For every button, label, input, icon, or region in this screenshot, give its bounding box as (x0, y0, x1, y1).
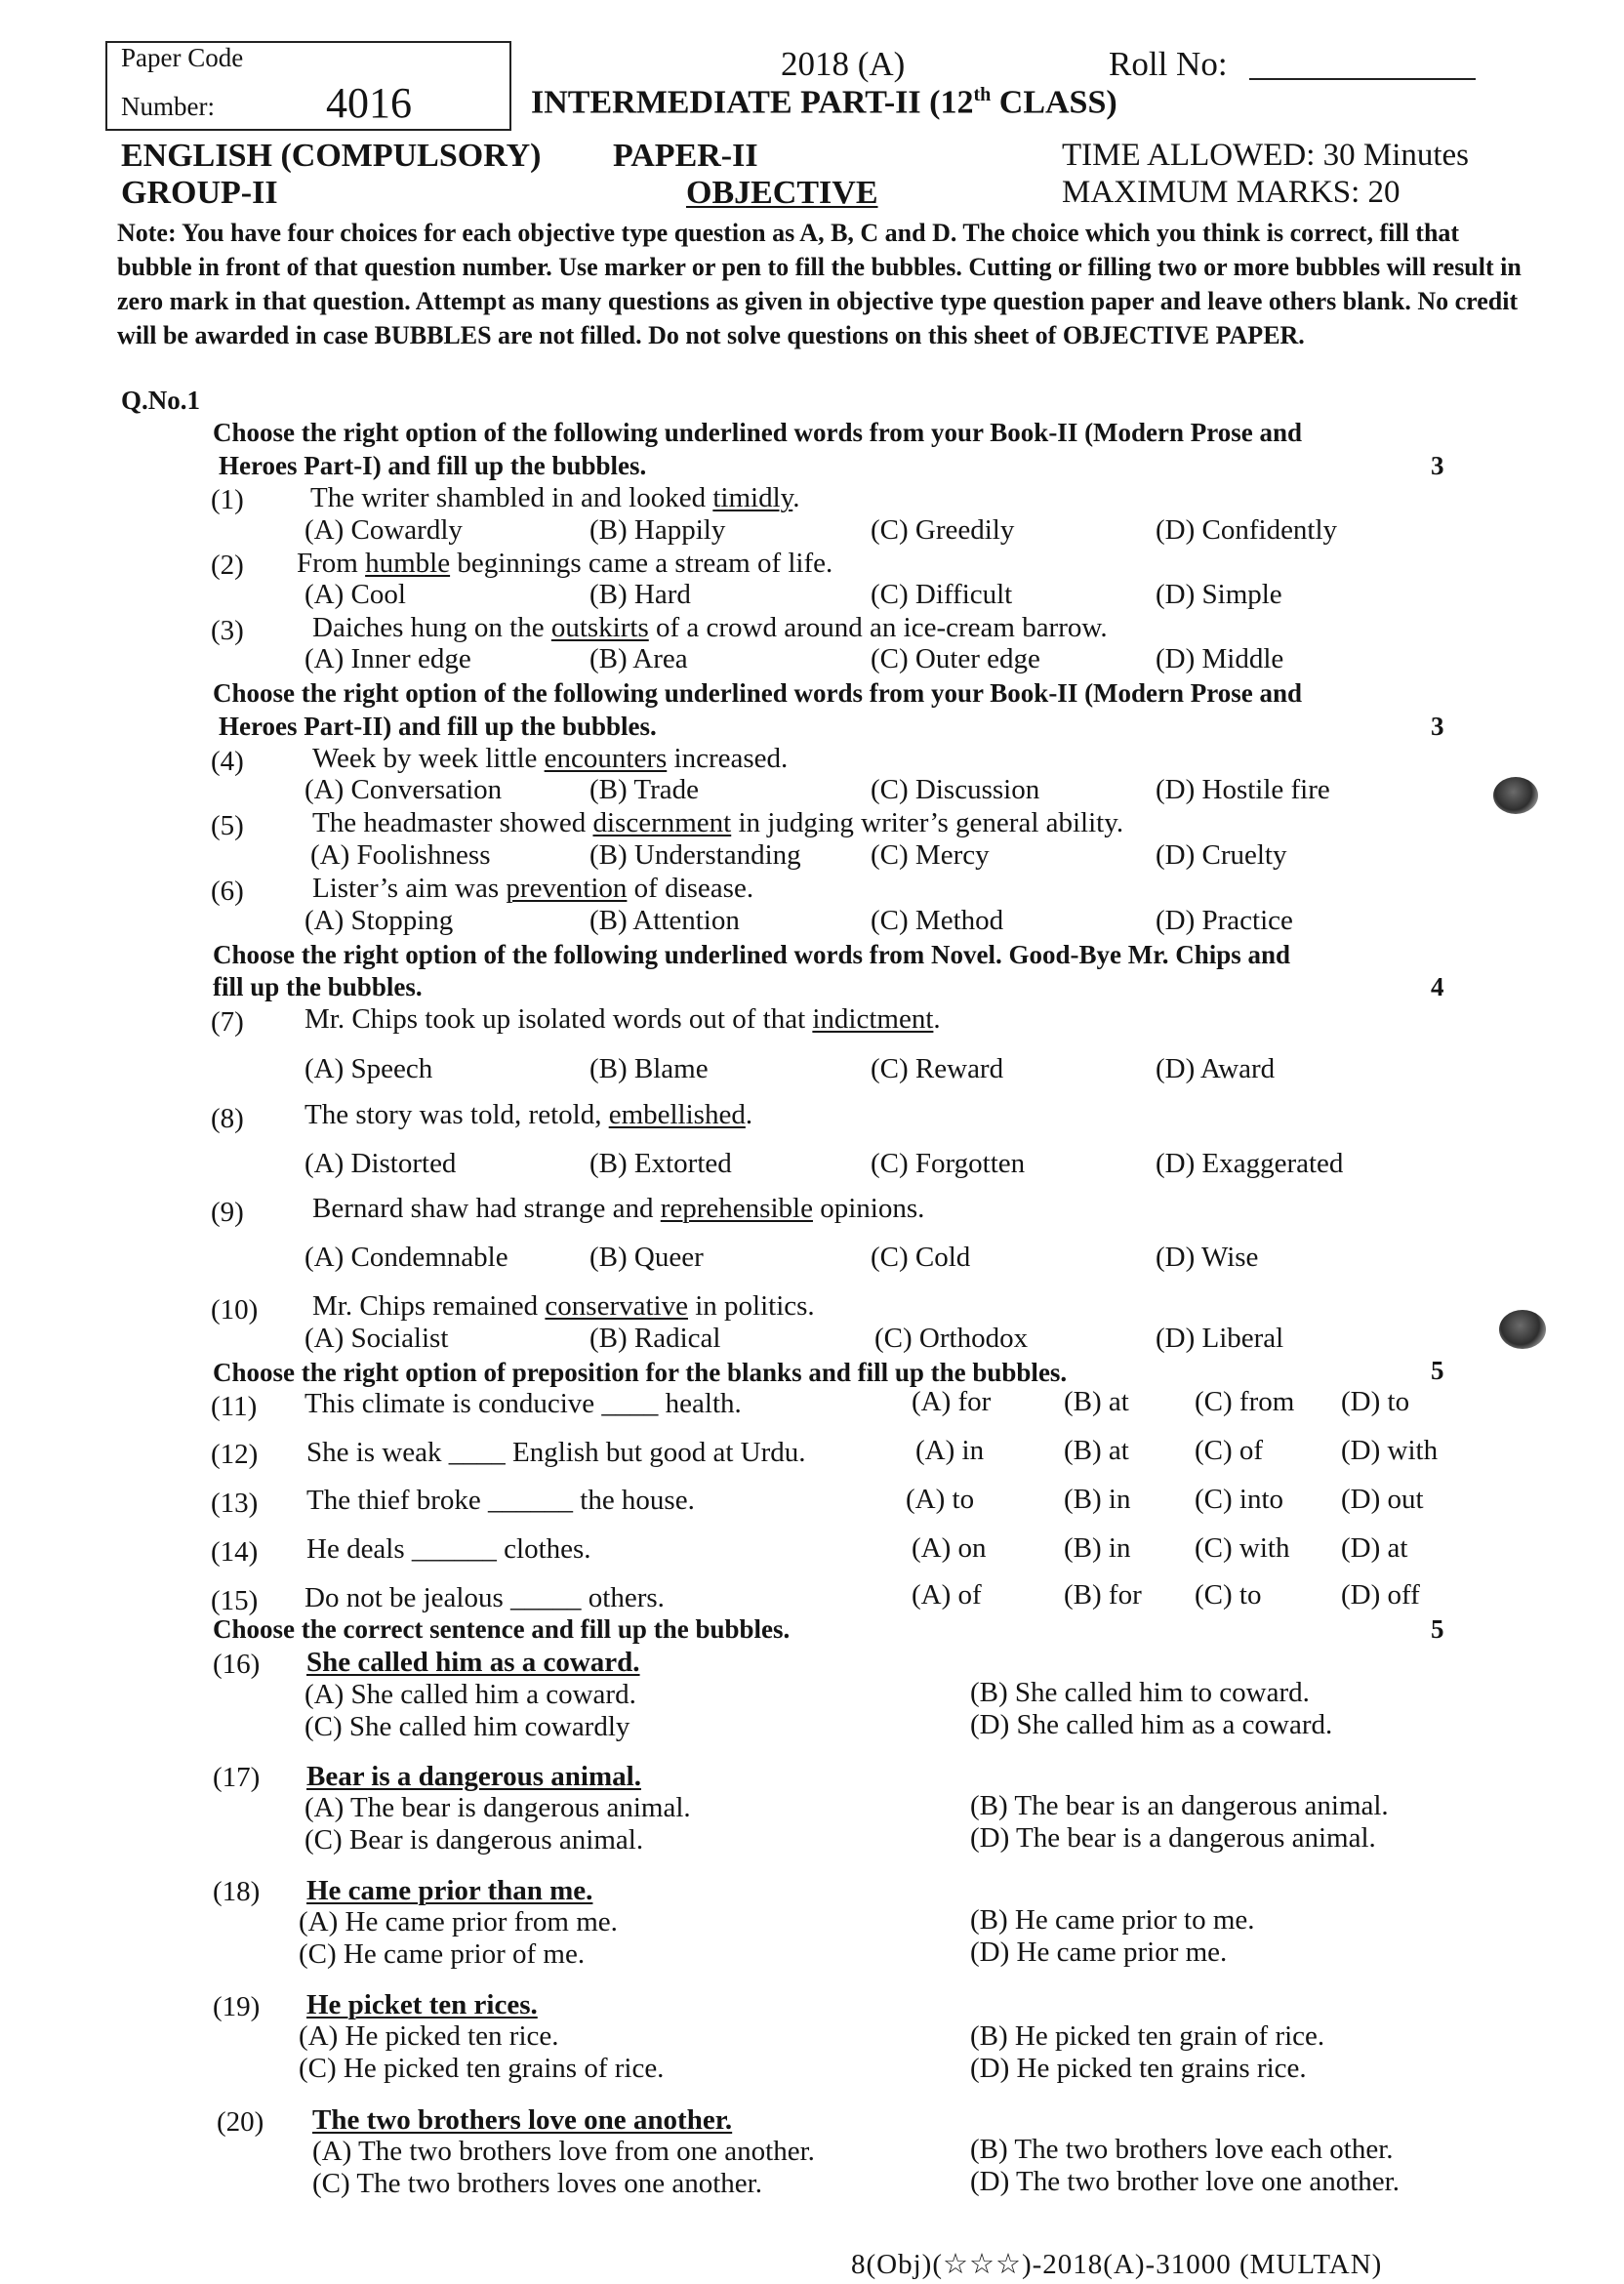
q9-option-a[interactable]: (A) Condemnable (304, 1242, 508, 1273)
q20-number: (20) (217, 2106, 264, 2138)
q13-option-b[interactable]: (B) in (1064, 1484, 1131, 1515)
section-4-marks: 5 (1431, 1356, 1444, 1385)
q5-option-b[interactable]: (B) Understanding (589, 839, 801, 871)
section-1-instruction-cont: Heroes Part-I) and fill up the bubbles. (219, 451, 647, 480)
q6-option-c[interactable]: (C) Method (871, 905, 1004, 936)
q19-number: (19) (213, 1991, 261, 2022)
q16-option-c[interactable]: (C) She called him cowardly (304, 1711, 630, 1742)
q5-option-a[interactable]: (A) Foolishness (310, 839, 491, 871)
q5-number: (5) (211, 810, 244, 841)
time-allowed: TIME ALLOWED: 30 Minutes (1062, 138, 1470, 173)
q20-stem: The two brothers love one another. (312, 2104, 733, 2136)
q17-option-b[interactable]: (B) The bear is an dangerous animal. (970, 1790, 1389, 1821)
q9-option-d[interactable]: (D) Wise (1156, 1242, 1259, 1273)
q4-number: (4) (211, 746, 244, 777)
q15-option-a[interactable]: (A) of (912, 1579, 982, 1611)
q3-option-d[interactable]: (D) Middle (1156, 643, 1284, 674)
q13-option-a[interactable]: (A) to (906, 1484, 975, 1515)
q1-number: (1) (211, 484, 244, 515)
q9-stem: Bernard shaw had strange and reprehensible opinions. (312, 1193, 925, 1224)
q20-option-d[interactable]: (D) The two brother love one another. (970, 2166, 1400, 2197)
q7-option-c[interactable]: (C) Reward (871, 1053, 1004, 1084)
q17-stem: Bear is a dangerous animal. (306, 1761, 641, 1792)
q2-stem: From humble beginnings came a stream of life. (297, 548, 833, 579)
q14-option-a[interactable]: (A) on (912, 1532, 987, 1564)
q18-option-b[interactable]: (B) He came prior to me. (970, 1904, 1255, 1936)
q7-option-a[interactable]: (A) Speech (304, 1053, 433, 1084)
subject-title: ENGLISH (COMPULSORY) (121, 138, 542, 174)
q17-option-a[interactable]: (A) The bear is dangerous animal. (304, 1792, 691, 1823)
q13-option-c[interactable]: (C) into (1195, 1484, 1284, 1515)
section-2-instruction: Choose the right option of the following underlined words from your Book-II (Modern Prose and (213, 678, 1303, 708)
q14-option-d[interactable]: (D) at (1341, 1532, 1408, 1564)
q10-option-a[interactable]: (A) Socialist (304, 1323, 449, 1354)
q1-option-b[interactable]: (B) Happily (589, 514, 726, 546)
section-3-instruction-cont: fill up the bubbles. (213, 972, 423, 1001)
q3-option-c[interactable]: (C) Outer edge (871, 643, 1040, 674)
question-number-label: Q.No.1 (121, 386, 200, 415)
q9-option-c[interactable]: (C) Cold (871, 1242, 971, 1273)
section-4-instruction: Choose the right option of preposition for the blanks and fill up the bubbles. (213, 1358, 1068, 1387)
q3-option-a[interactable]: (A) Inner edge (304, 643, 471, 674)
q6-option-d[interactable]: (D) Practice (1156, 905, 1293, 936)
q8-option-b[interactable]: (B) Extorted (589, 1148, 732, 1179)
q3-option-b[interactable]: (B) Area (589, 643, 688, 674)
q12-option-b[interactable]: (B) at (1064, 1435, 1129, 1466)
q6-underlined-word: prevention (506, 873, 628, 904)
q2-option-b[interactable]: (B) Hard (589, 579, 691, 610)
exam-year: 2018 (A) (781, 45, 906, 83)
q16-option-b[interactable]: (B) She called him to coward. (970, 1677, 1310, 1708)
q2-number: (2) (211, 550, 244, 581)
footer-code: 8(Obj)(☆☆☆)-2018(A)-31000 (MULTAN) (851, 2249, 1383, 2280)
q9-option-b[interactable]: (B) Queer (589, 1242, 704, 1273)
q12-option-a[interactable]: (A) in (915, 1435, 985, 1466)
q7-option-b[interactable]: (B) Blame (589, 1053, 709, 1084)
section-5-marks: 5 (1431, 1614, 1444, 1644)
section-1-instruction: Choose the right option of the following underlined words from your Book-II (Modern Prose and (213, 418, 1303, 447)
maximum-marks: MAXIMUM MARKS: 20 (1062, 175, 1401, 210)
roll-no-label: Roll No: (1109, 45, 1228, 83)
q18-stem: He came prior than me. (306, 1875, 593, 1906)
q14-stem: He deals ______ clothes. (306, 1533, 591, 1565)
scan-smudge (1499, 1310, 1546, 1349)
q14-option-b[interactable]: (B) in (1064, 1532, 1131, 1564)
instructions-note: Note: You have four choices for each objective type question as A, B, C and D. The choice which you think is correct, fill that bubble in front of that question number. Use marker or pen to fill the bubbles. Cutting or filling two or more bubbles will result in zero mark in that question. Attempt as many questions as given in objective type question paper and leave others blank. No credit will be awarded in case BUBBLES are not filled. Do not solve questions on this sheet of OBJECTIVE PAPER. (117, 219, 1522, 349)
q10-number: (10) (211, 1294, 259, 1326)
q1-option-d[interactable]: (D) Confidently (1156, 514, 1338, 546)
q15-option-d[interactable]: (D) off (1341, 1579, 1420, 1611)
objective-label: OBJECTIVE (686, 175, 878, 211)
q2-option-d[interactable]: (D) Simple (1156, 579, 1282, 610)
q16-option-a[interactable]: (A) She called him a coward. (304, 1679, 636, 1710)
q4-option-b[interactable]: (B) Trade (589, 774, 699, 805)
q2-option-c[interactable]: (C) Difficult (871, 579, 1013, 610)
q4-option-d[interactable]: (D) Hostile fire (1156, 774, 1330, 805)
class-title: INTERMEDIATE PART-II (12th CLASS) (531, 84, 1117, 121)
q13-number: (13) (211, 1488, 259, 1519)
q6-option-b[interactable]: (B) Attention (589, 905, 740, 936)
q10-stem: Mr. Chips remained conservative in politics. (312, 1290, 815, 1322)
q11-option-c[interactable]: (C) from (1195, 1386, 1295, 1417)
q11-option-b[interactable]: (B) at (1064, 1386, 1129, 1417)
paper-code-number: 4016 (326, 79, 412, 127)
q3-stem: Daiches hung on the outskirts of a crowd around an ice-cream barrow. (312, 612, 1108, 643)
q4-option-c[interactable]: (C) Discussion (871, 774, 1040, 805)
q4-option-a[interactable]: (A) Conversation (304, 774, 503, 805)
q4-stem: Week by week little encounters increased. (312, 743, 789, 774)
q4-underlined-word: encounters (544, 743, 668, 774)
q12-stem: She is weak ____ English but good at Urdu. (306, 1437, 806, 1468)
q12-option-c[interactable]: (C) of (1195, 1435, 1264, 1466)
q14-number: (14) (211, 1536, 259, 1568)
q20-option-c[interactable]: (C) The two brothers loves one another. (312, 2168, 762, 2199)
q8-underlined-word: embellished (608, 1099, 746, 1130)
q3-underlined-word: outskirts (550, 612, 649, 643)
q12-option-d[interactable]: (D) with (1341, 1435, 1439, 1466)
q17-number: (17) (213, 1762, 261, 1793)
q18-option-a[interactable]: (A) He came prior from me. (299, 1906, 618, 1937)
q2-underlined-word: humble (365, 548, 451, 579)
q8-option-c[interactable]: (C) Forgotten (871, 1148, 1026, 1179)
q10-option-d[interactable]: (D) Liberal (1156, 1323, 1284, 1354)
q1-option-a[interactable]: (A) Cowardly (304, 514, 463, 546)
q13-stem: The thief broke ______ the house. (306, 1485, 695, 1516)
section-1-marks: 3 (1431, 451, 1444, 480)
q7-number: (7) (211, 1006, 244, 1038)
q1-option-c[interactable]: (C) Greedily (871, 514, 1015, 546)
section-2-instruction-cont: Heroes Part-II) and fill up the bubbles. (219, 712, 657, 741)
q16-number: (16) (213, 1649, 261, 1680)
q14-option-c[interactable]: (C) with (1195, 1532, 1290, 1564)
scan-smudge (1493, 777, 1538, 814)
q6-stem: Lister’s aim was prevention of disease. (312, 873, 754, 904)
q10-option-c[interactable]: (C) Orthodox (874, 1323, 1029, 1354)
section-5-instruction: Choose the correct sentence and fill up the bubbles. (213, 1614, 791, 1644)
q20-option-a[interactable]: (A) The two brothers love from one another. (312, 2136, 815, 2167)
q6-number: (6) (211, 876, 244, 907)
q15-option-c[interactable]: (C) to (1195, 1579, 1262, 1611)
q7-stem: Mr. Chips took up isolated words out of that indictment. (304, 1003, 941, 1035)
q12-number: (12) (211, 1439, 259, 1470)
q5-option-c[interactable]: (C) Mercy (871, 839, 990, 871)
q9-underlined-word: reprehensible (660, 1193, 813, 1224)
q15-number: (15) (211, 1585, 259, 1616)
q1-underlined-word: timidly (712, 482, 793, 513)
group-label: GROUP-II (121, 175, 278, 211)
q5-stem: The headmaster showed discernment in judging writer’s general ability. (312, 807, 1124, 838)
q6-option-a[interactable]: (A) Stopping (304, 905, 454, 936)
q19-option-d[interactable]: (D) He picked ten grains rice. (970, 2053, 1307, 2084)
q10-option-b[interactable]: (B) Radical (589, 1323, 721, 1354)
paper-code-label: Paper Code (121, 43, 244, 72)
q18-option-d[interactable]: (D) He came prior me. (970, 1937, 1228, 1968)
q16-option-d[interactable]: (D) She called him as a coward. (970, 1709, 1333, 1740)
q7-option-d[interactable]: (D) Award (1156, 1053, 1276, 1084)
q8-number: (8) (211, 1103, 244, 1134)
q18-option-c[interactable]: (C) He came prior of me. (299, 1938, 586, 1970)
q7-underlined-word: indictment (812, 1003, 934, 1035)
q11-number: (11) (211, 1391, 258, 1422)
q5-underlined-word: discernment (592, 807, 732, 838)
q13-option-d[interactable]: (D) out (1341, 1484, 1424, 1515)
q11-stem: This climate is conducive ____ health. (304, 1388, 742, 1419)
q8-stem: The story was told, retold, embellished. (304, 1099, 753, 1130)
q9-number: (9) (211, 1197, 244, 1228)
q5-option-d[interactable]: (D) Cruelty (1156, 839, 1287, 871)
section-2-marks: 3 (1431, 712, 1444, 741)
q3-number: (3) (211, 615, 244, 646)
q8-option-a[interactable]: (A) Distorted (304, 1148, 457, 1179)
q17-option-c[interactable]: (C) Bear is dangerous animal. (304, 1824, 644, 1856)
q1-stem: The writer shambled in and looked timidly. (310, 482, 800, 513)
q19-stem: He picket ten rices. (306, 1989, 538, 2020)
q11-option-a[interactable]: (A) for (912, 1386, 992, 1417)
q19-option-b[interactable]: (B) He picked ten grain of rice. (970, 2020, 1325, 2052)
q8-option-d[interactable]: (D) Exaggerated (1156, 1148, 1344, 1179)
q17-option-d[interactable]: (D) The bear is a dangerous animal. (970, 1822, 1376, 1854)
q2-option-a[interactable]: (A) Cool (304, 579, 406, 610)
q20-option-b[interactable]: (B) The two brothers love each other. (970, 2134, 1394, 2165)
roll-no-field[interactable] (1249, 78, 1476, 80)
q19-option-c[interactable]: (C) He picked ten grains of rice. (299, 2053, 665, 2084)
q19-option-a[interactable]: (A) He picked ten rice. (299, 2020, 559, 2052)
q18-number: (18) (213, 1876, 261, 1907)
section-3-instruction: Choose the right option of the following underlined words from Novel. Good-Bye Mr. Chips and (213, 940, 1291, 969)
q16-stem: She called him as a coward. (306, 1647, 640, 1678)
number-label: Number: (121, 92, 215, 121)
q15-option-b[interactable]: (B) for (1064, 1579, 1142, 1611)
paper-label: PAPER-II (613, 138, 758, 174)
section-3-marks: 4 (1431, 972, 1444, 1001)
q15-stem: Do not be jealous _____ others. (304, 1582, 665, 1613)
q10-underlined-word: conservative (545, 1290, 688, 1322)
q11-option-d[interactable]: (D) to (1341, 1386, 1410, 1417)
